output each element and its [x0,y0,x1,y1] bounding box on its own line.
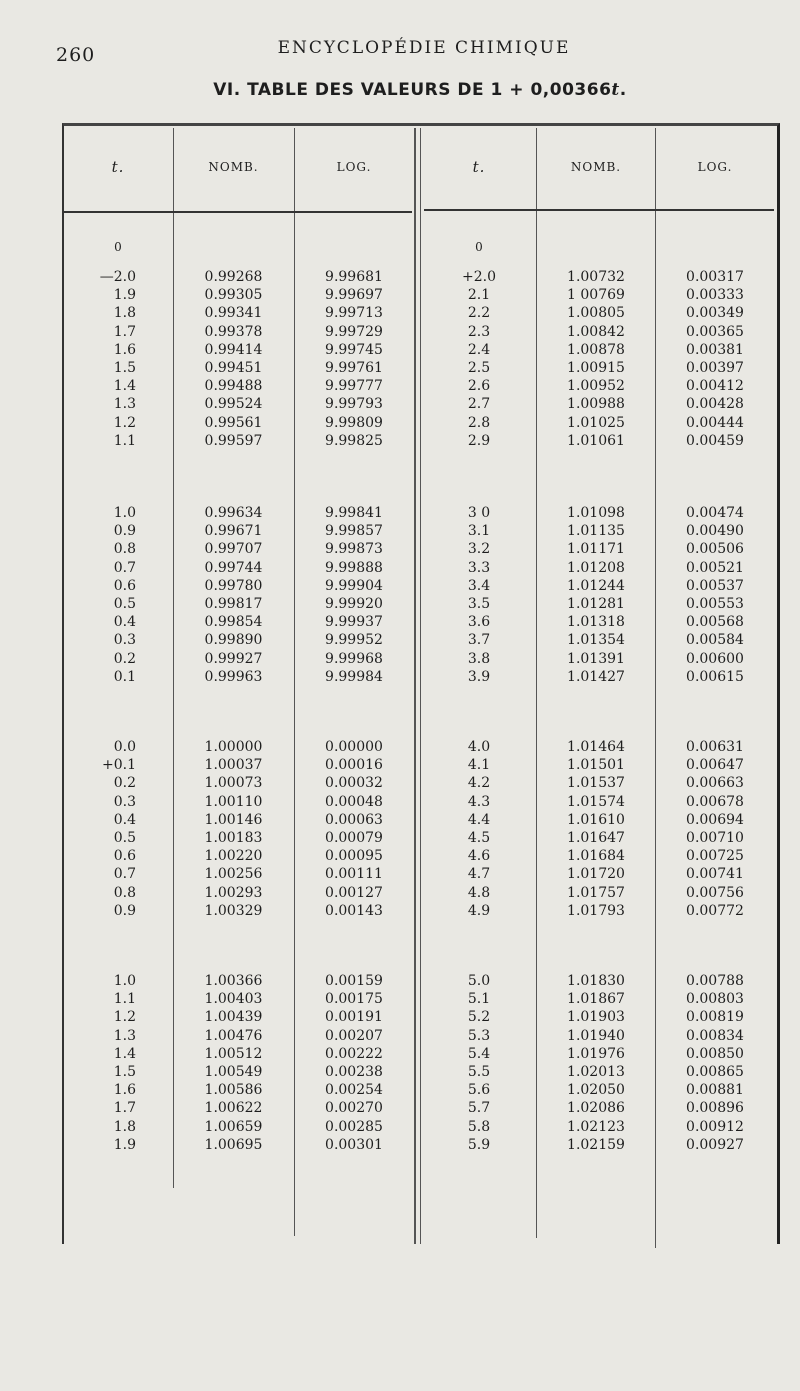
t-value-left: 0.3 [113,632,136,649]
table-row [0,559,800,577]
nomb-value-right: 1.02050 [567,1082,625,1099]
table-row [0,377,800,395]
log-value-left: 9.99937 [325,614,383,631]
log-value-right: 0.00710 [686,830,744,846]
t-value-left: 0.8 [113,541,136,558]
degree-mark-right: 0 [475,240,483,254]
t-value-right: 3.7 [467,632,491,649]
log-value-left: 9.99984 [325,668,383,685]
nomb-value-right: 1.01061 [567,432,625,449]
nomb-value-left: 1.00549 [204,1064,263,1080]
nomb-value-right: 1.01354 [567,632,625,649]
log-value-right: 0.00506 [686,541,744,558]
header-t-left: t. [111,158,125,176]
nomb-value-right: 1.00842 [567,323,625,340]
t-value-left: —2.0 [99,269,136,285]
nomb-value-left: 1.00366 [204,973,263,989]
log-value-right: 0.00678 [686,793,744,810]
log-value-right: 0.00725 [686,848,744,865]
t-value-left: 0.2 [113,650,136,667]
nomb-value-left: 0.99341 [204,305,263,322]
nomb-value-left: 0.99671 [204,523,263,540]
log-value-left: 9.99920 [325,596,383,612]
t-value-right: 4.1 [467,757,491,774]
t-value-left: 0.3 [113,793,136,810]
nomb-value-left: 0.99414 [204,341,263,358]
nomb-value-right: 1.01025 [567,414,625,431]
log-value-left: 9.99697 [325,287,383,304]
t-value-right: 4.5 [467,830,491,846]
log-value-left: 0.00301 [325,1136,383,1153]
t-value-right: 3 0 [467,505,491,521]
header-nomb-left: NOMB. [208,160,259,174]
nomb-value-right: 1.01501 [567,757,625,774]
nomb-value-right: 1.01610 [567,811,625,828]
t-value-right: 4.9 [467,902,491,919]
t-value-right: 5.9 [467,1136,491,1153]
log-value-right: 0.00881 [686,1082,744,1099]
table-row [0,829,800,847]
t-value-left: 0.9 [113,902,136,919]
table-row [0,990,800,1008]
table-row [0,865,800,883]
nomb-value-left: 0.99597 [204,432,263,449]
t-value-left: 1.0 [113,973,136,989]
nomb-value-right: 1.01867 [567,991,625,1008]
header-rule [424,209,774,211]
t-value-left: 0.4 [113,811,136,828]
log-value-left: 0.00127 [325,884,383,901]
log-value-right: 0.00412 [686,378,744,395]
nomb-value-right: 1.01684 [567,848,625,865]
log-value-right: 0.00317 [686,269,744,285]
t-value-right: 5.2 [467,1009,491,1026]
table-row [0,884,800,902]
t-value-right: 5.5 [467,1064,491,1080]
log-value-right: 0.00756 [686,884,744,901]
nomb-value-left: 1.00000 [204,739,263,755]
t-value-right: 4.3 [467,793,491,810]
nomb-value-left: 0.99488 [204,378,263,395]
log-value-right: 0.00553 [686,596,744,612]
nomb-value-right: 1.01574 [567,793,625,810]
log-value-right: 0.00521 [686,559,744,576]
log-value-right: 0.00349 [686,305,744,322]
t-value-right: 5.8 [467,1118,491,1135]
t-value-right: 4.0 [467,739,491,755]
table-title-variable: t [611,80,620,100]
log-value-right: 0.00788 [686,973,744,989]
log-value-right: 0.00444 [686,414,744,431]
t-value-left: +0.1 [102,757,136,774]
log-value-left: 9.99777 [325,378,383,395]
nomb-value-right: 1.02159 [567,1136,625,1153]
t-value-left: 1.8 [113,1118,136,1135]
log-value-left: 9.99857 [325,523,383,540]
header-rule [64,211,412,213]
nomb-value-left: 0.99817 [204,596,263,612]
t-value-right: 4.7 [467,866,491,883]
t-value-right: 5.7 [467,1100,491,1117]
log-value-right: 0.00896 [686,1100,744,1117]
log-value-left: 0.00048 [325,793,383,810]
nomb-value-right: 1.01720 [567,866,625,883]
t-value-right: 3.4 [467,577,491,594]
nomb-value-left: 1.00220 [204,848,263,865]
log-value-right: 0.00459 [686,432,744,449]
t-value-left: 1.2 [113,1009,136,1026]
nomb-value-left: 0.99927 [204,650,263,667]
nomb-value-right: 1.02086 [567,1100,625,1117]
nomb-value-right: 1.01281 [567,596,625,612]
table-row [0,650,800,668]
table-row [0,577,800,595]
log-value-right: 0.00365 [686,323,744,340]
nomb-value-left: 0.99963 [204,668,263,685]
t-value-right: 3.8 [467,650,491,667]
log-value-left: 0.00079 [325,830,383,846]
table-row [0,793,800,811]
log-value-left: 0.00270 [325,1100,383,1117]
log-value-right: 0.00537 [686,577,744,594]
t-value-right: 2.1 [467,287,491,304]
log-value-right: 0.00850 [686,1045,744,1062]
log-value-right: 0.00912 [686,1118,744,1135]
nomb-value-left: 0.99744 [204,559,263,576]
log-value-right: 0.00568 [686,614,744,631]
t-value-left: 0.7 [113,866,136,883]
nomb-value-right: 1.01757 [567,884,625,901]
log-value-right: 0.00584 [686,632,744,649]
log-value-left: 0.00222 [325,1045,383,1062]
log-value-left: 0.00238 [325,1064,383,1080]
t-value-left: 1.5 [113,1064,136,1080]
nomb-value-left: 1.00622 [204,1100,263,1117]
nomb-value-left: 1.00146 [204,811,263,828]
nomb-value-right: 1.01171 [567,541,625,558]
t-value-left: 0.6 [113,577,136,594]
table-row [0,304,800,322]
nomb-value-left: 1.00695 [204,1136,263,1153]
nomb-value-left: 0.99451 [204,360,263,376]
log-value-left: 9.99681 [325,269,383,285]
nomb-value-right: 1.00805 [567,305,625,322]
log-value-left: 0.00285 [325,1118,383,1135]
log-value-left: 0.00063 [325,811,383,828]
nomb-value-right: 1.01976 [567,1045,625,1062]
log-value-left: 9.99729 [325,323,383,340]
nomb-value-right: 1.01537 [567,775,625,792]
t-value-left: 0.4 [113,614,136,631]
t-value-right: 3.9 [467,668,491,685]
t-value-left: 1.4 [113,1045,136,1062]
degree-mark-left: 0 [114,240,122,254]
log-value-right: 0.00333 [686,287,744,304]
nomb-value-left: 1.00403 [204,991,263,1008]
nomb-value-right: 1.01464 [567,739,625,755]
nomb-value-right: 1 00769 [567,287,625,304]
t-value-right: 3.2 [467,541,491,558]
nomb-value-left: 1.00183 [204,830,263,846]
table-row [0,414,800,432]
table-row [0,738,800,756]
log-value-left: 9.99825 [325,432,383,449]
log-value-left: 0.00095 [325,848,383,865]
t-value-right: 5.0 [467,973,491,989]
nomb-value-right: 1.01244 [567,577,625,594]
t-value-left: 0.0 [113,739,136,755]
page-number: 260 [56,44,96,66]
log-value-left: 0.00207 [325,1027,383,1044]
log-value-right: 0.00694 [686,811,744,828]
t-value-right: 3.3 [467,559,491,576]
nomb-value-right: 1.00878 [567,341,625,358]
table-row [0,1081,800,1099]
nomb-value-right: 1.00915 [567,360,625,376]
t-value-right: 4.4 [467,811,491,828]
log-value-left: 9.99873 [325,541,383,558]
log-value-right: 0.00647 [686,757,744,774]
nomb-value-right: 1.01098 [567,505,625,521]
log-value-right: 0.00819 [686,1009,744,1026]
table-row [0,1008,800,1026]
header-t-right: t. [472,158,486,176]
log-value-left: 0.00000 [325,739,383,755]
t-value-left: 1.9 [113,287,136,304]
t-value-left: 0.6 [113,848,136,865]
nomb-value-left: 0.99780 [204,577,263,594]
t-value-left: 0.2 [113,775,136,792]
log-value-right: 0.00803 [686,991,744,1008]
t-value-right: 5.6 [467,1082,491,1099]
t-value-right: 3.1 [467,523,491,540]
t-value-left: 1.4 [113,378,136,395]
log-value-right: 0.00865 [686,1064,744,1080]
nomb-value-left: 0.99707 [204,541,263,558]
log-value-left: 9.99968 [325,650,383,667]
table-row [0,972,800,990]
t-value-left: 1.3 [113,396,136,413]
nomb-value-left: 1.00073 [204,775,263,792]
log-value-left: 9.99952 [325,632,383,649]
table-row [0,756,800,774]
t-value-left: 0.5 [113,596,136,612]
log-value-left: 0.00111 [325,866,383,883]
nomb-value-left: 1.00293 [204,884,263,901]
nomb-value-right: 1.01793 [567,902,625,919]
t-value-right: 2.9 [467,432,491,449]
log-value-left: 9.99841 [325,505,383,521]
log-value-right: 0.00741 [686,866,744,883]
table-title [0,80,800,100]
nomb-value-left: 0.99524 [204,396,263,413]
nomb-value-left: 0.99634 [204,505,263,521]
log-value-right: 0.00381 [686,341,744,358]
nomb-value-right: 1.01318 [567,614,625,631]
t-value-right: 2.8 [467,414,491,431]
table-row [0,1099,800,1117]
nomb-value-right: 1.00952 [567,378,625,395]
table-row [0,359,800,377]
table-row [0,595,800,613]
log-value-left: 9.99904 [325,577,383,594]
nomb-value-right: 1.01208 [567,559,625,576]
t-value-right: 5.1 [467,991,491,1008]
log-value-right: 0.00428 [686,396,744,413]
log-value-right: 0.00474 [686,505,744,521]
t-value-left: 0.9 [113,523,136,540]
table-row [0,1136,800,1154]
t-value-right: 5.3 [467,1027,491,1044]
t-value-left: 1.9 [113,1136,136,1153]
header-log-right: LOG. [697,160,733,174]
table-row [0,668,800,686]
t-value-right: 4.6 [467,848,491,865]
table-row [0,1045,800,1063]
t-value-right: 3.6 [467,614,491,631]
log-value-left: 0.00143 [325,902,383,919]
t-value-left: 1.2 [113,414,136,431]
nomb-value-left: 0.99378 [204,323,263,340]
t-value-left: 0.7 [113,559,136,576]
log-value-left: 0.00016 [325,757,383,774]
t-value-right: +2.0 [462,269,496,285]
table-row [0,902,800,920]
t-value-right: 5.4 [467,1045,491,1062]
log-value-left: 0.00159 [325,973,383,989]
log-value-left: 9.99713 [325,305,383,322]
t-value-left: 1.7 [113,323,136,340]
t-value-left: 1.8 [113,305,136,322]
log-value-left: 9.99793 [325,396,383,413]
table-row [0,1027,800,1045]
log-value-right: 0.00615 [686,668,744,685]
nomb-value-left: 0.99890 [204,632,263,649]
t-value-right: 4.8 [467,884,491,901]
nomb-value-left: 1.00329 [204,902,263,919]
header-log-left: LOG. [336,160,372,174]
t-value-left: 0.5 [113,830,136,846]
table-row [0,341,800,359]
log-value-right: 0.00772 [686,902,744,919]
table-row [0,522,800,540]
log-value-right: 0.00663 [686,775,744,792]
t-value-left: 0.1 [113,668,136,685]
table-row [0,774,800,792]
log-value-left: 0.00254 [325,1082,383,1099]
table-row [0,847,800,865]
table-row [0,268,800,286]
table-row [0,1118,800,1136]
table-row [0,286,800,304]
t-value-left: 1.3 [113,1027,136,1044]
table-row [0,432,800,450]
t-value-right: 2.2 [467,305,491,322]
t-value-left: 1.1 [113,432,136,449]
nomb-value-right: 1.01940 [567,1027,625,1044]
nomb-value-left: 1.00037 [204,757,263,774]
table-title-prefix: VI. TABLE DES VALEURS DE 1 + 0,00366 [213,80,612,100]
log-value-right: 0.00834 [686,1027,744,1044]
t-value-left: 1.1 [113,991,136,1008]
log-value-left: 0.00191 [325,1009,383,1026]
log-value-left: 9.99745 [325,341,383,358]
log-value-right: 0.00600 [686,650,744,667]
nomb-value-right: 1.01830 [567,973,625,989]
nomb-value-right: 1.00988 [567,396,625,413]
running-head: ENCYCLOPÉDIE CHIMIQUE [277,38,571,58]
log-value-right: 0.00927 [686,1136,744,1153]
log-value-left: 9.99761 [325,360,383,376]
nomb-value-right: 1.02013 [567,1064,625,1080]
table-row [0,811,800,829]
nomb-value-right: 1.01427 [567,668,625,685]
nomb-value-left: 1.00586 [204,1082,263,1099]
nomb-value-right: 1.01135 [567,523,625,540]
nomb-value-right: 1.01647 [567,830,625,846]
nomb-value-left: 0.99854 [204,614,263,631]
log-value-left: 9.99888 [325,559,383,576]
t-value-right: 4.2 [467,775,491,792]
nomb-value-right: 1.02123 [567,1118,625,1135]
t-value-right: 3.5 [467,596,491,612]
table-title-suffix: . [619,80,627,100]
t-value-right: 2.6 [467,378,491,395]
log-value-right: 0.00490 [686,523,744,540]
table-row [0,323,800,341]
nomb-value-left: 1.00439 [204,1009,263,1026]
t-value-right: 2.5 [467,360,491,376]
log-value-right: 0.00631 [686,739,744,755]
nomb-value-left: 1.00476 [204,1027,263,1044]
t-value-left: 1.5 [113,360,136,376]
log-value-right: 0.00397 [686,360,744,376]
table-row [0,395,800,413]
table-row [0,1063,800,1081]
t-value-right: 2.7 [467,396,491,413]
t-value-right: 2.3 [467,323,491,340]
t-value-left: 1.7 [113,1100,136,1117]
nomb-value-left: 1.00512 [204,1045,263,1062]
table-row [0,504,800,522]
log-value-left: 0.00175 [325,991,383,1008]
table-row [0,540,800,558]
t-value-right: 2.4 [467,341,491,358]
table-row [0,613,800,631]
log-value-left: 0.00032 [325,775,383,792]
t-value-left: 1.6 [113,1082,136,1099]
nomb-value-left: 0.99305 [204,287,263,304]
nomb-value-left: 1.00110 [204,793,263,810]
nomb-value-left: 1.00659 [204,1118,263,1135]
t-value-left: 1.6 [113,341,136,358]
t-value-left: 1.0 [113,505,136,521]
nomb-value-right: 1.00732 [567,269,625,285]
nomb-value-right: 1.01391 [567,650,625,667]
header-nomb-right: NOMB. [570,160,622,174]
nomb-value-left: 0.99561 [204,414,263,431]
t-value-left: 0.8 [113,884,136,901]
table-row [0,631,800,649]
nomb-value-right: 1.01903 [567,1009,625,1026]
nomb-value-left: 0.99268 [204,269,263,285]
nomb-value-left: 1.00256 [204,866,263,883]
log-value-left: 9.99809 [325,414,383,431]
